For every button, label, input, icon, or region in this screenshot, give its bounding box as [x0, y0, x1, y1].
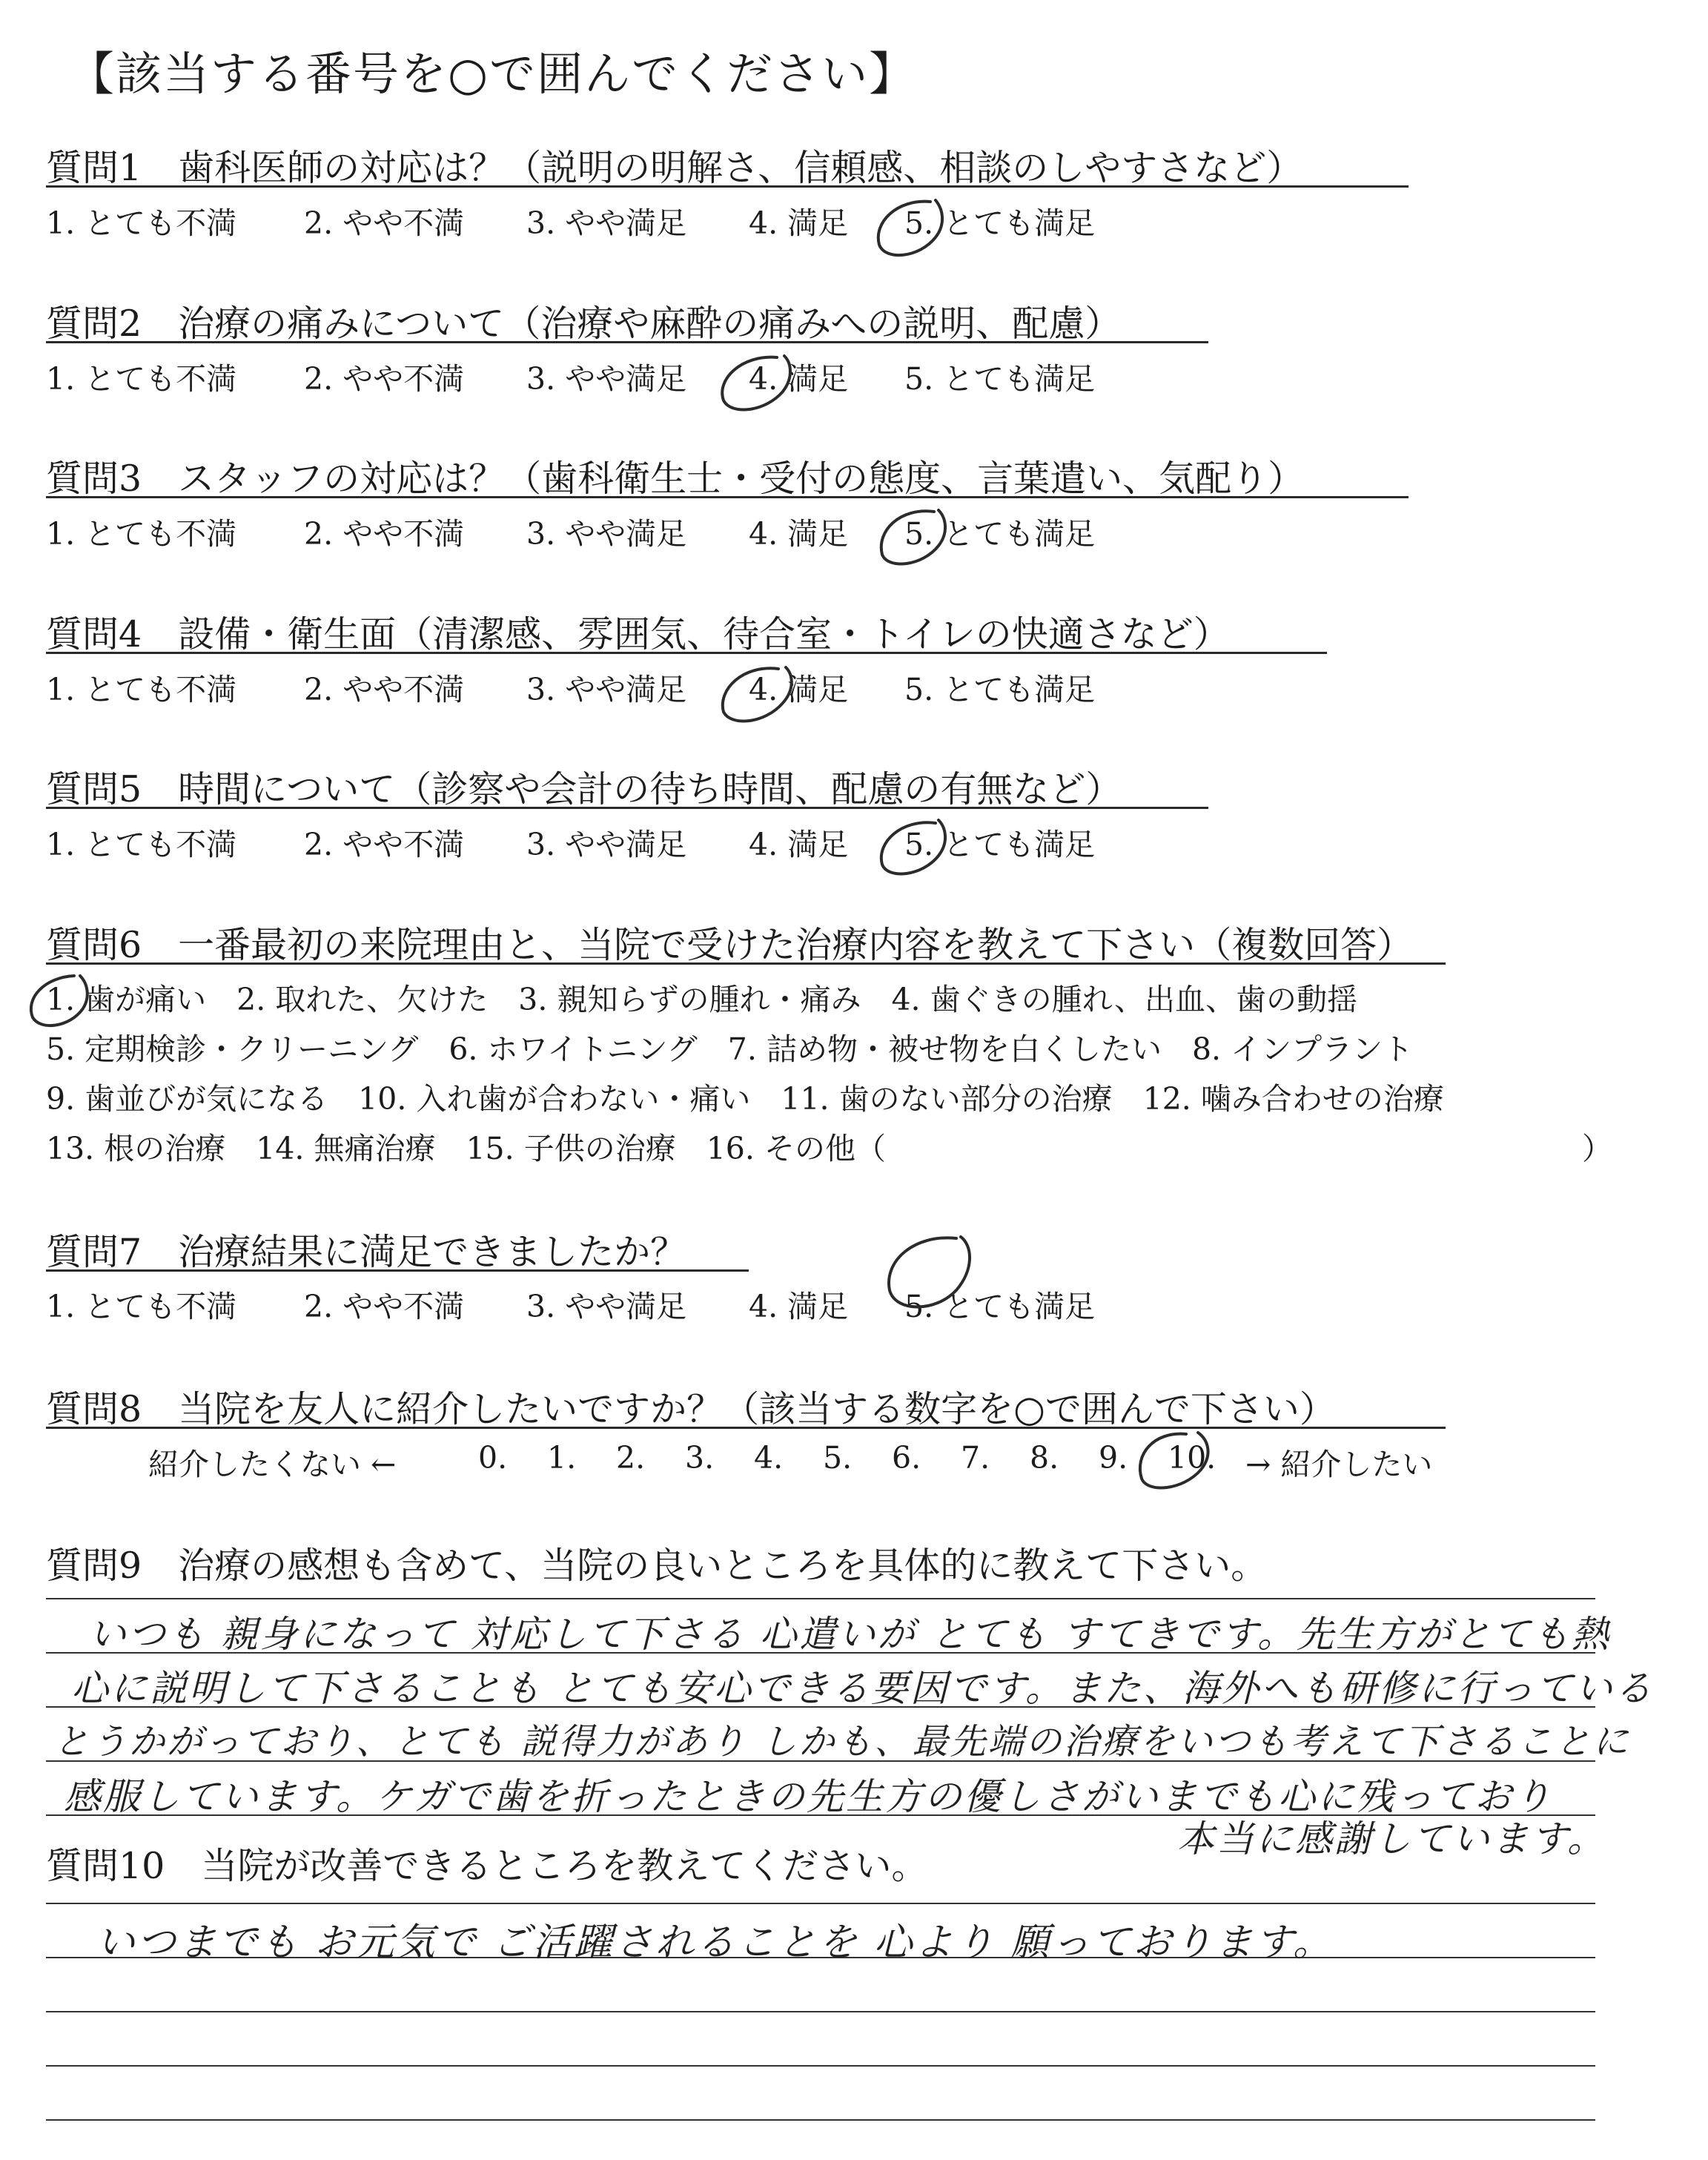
question-4-title: 質問4 設備・衛生面（清潔感、雰囲気、待合室・トイレの快適さなど） [46, 613, 1230, 655]
q6-options-line-3[interactable]: 9. 歯並びが気になる 10. 入れ歯が合わない・痛い 11. 歯のない部分の治療 12. 噛み合わせの治療 [46, 1081, 1444, 1117]
q4-selection-circle [723, 667, 792, 721]
q3-option-2[interactable]: 2. やや不満 [304, 516, 465, 552]
q8-number-0[interactable]: 0. [478, 1440, 508, 1476]
question-10-title: 質問10 当院が改善できるところを教えてください。 [46, 1845, 928, 1887]
q7-option-2[interactable]: 2. やや不満 [304, 1289, 465, 1324]
q5-option-4[interactable]: 4. 満足 [749, 827, 849, 862]
q9-answer-text-4[interactable]: 感服しています。ケガで歯を折ったときの先生方の優しさがいまでも心に残っており [64, 1775, 1553, 1818]
q8-right-label: → 紹介したい [1245, 1447, 1433, 1482]
q3-option-5[interactable]: 5. とても満足 [904, 516, 1096, 552]
q8-number-7[interactable]: 7. [961, 1440, 990, 1476]
q1-option-3[interactable]: 3. やや満足 [526, 205, 687, 241]
q5-option-3[interactable]: 3. やや満足 [526, 827, 687, 862]
question-5-title: 質問5 時間について（診察や会計の待ち時間、配慮の有無など） [46, 768, 1122, 810]
q6-options-line-2[interactable]: 5. 定期検診・クリーニング 6. ホワイトニング 7. 詰め物・被せ物を白くしたい 8. インプラント [46, 1031, 1414, 1067]
question-7-title: 質問7 治療結果に満足できましたか？ [46, 1231, 687, 1273]
q8-number-2[interactable]: 2. [616, 1440, 646, 1476]
q7-option-1[interactable]: 1. とても不満 [46, 1289, 237, 1324]
q3-option-1[interactable]: 1. とても不満 [46, 516, 237, 552]
q5-selection-circle [881, 820, 945, 874]
question-1-title: 質問1 歯科医師の対応は？（説明の明解さ、信頼感、相談のしやすさなど） [46, 147, 1303, 189]
q4-option-2[interactable]: 2. やや不満 [304, 672, 465, 707]
page-title: 【該当する番号を○で囲んでください】 [68, 47, 917, 101]
q1-option-2[interactable]: 2. やや不満 [304, 205, 465, 241]
q8-number-4[interactable]: 4. [754, 1440, 784, 1476]
q2-option-4[interactable]: 4. 満足 [749, 361, 849, 397]
q5-option-1[interactable]: 1. とても不満 [46, 827, 237, 862]
q1-option-1[interactable]: 1. とても不満 [46, 205, 237, 241]
q8-selection-circle [1140, 1433, 1208, 1488]
q4-option-4[interactable]: 4. 満足 [749, 672, 849, 707]
q3-option-3[interactable]: 3. やや満足 [526, 516, 687, 552]
question-8-title: 質問8 当院を友人に紹介したいですか？（該当する数字を○で囲んで下さい） [46, 1388, 1336, 1430]
q9-answer-text-1[interactable]: いつも 親身になって 対応して下さる 心遣いが とても すてきです。先生方がとても熱 [89, 1613, 1611, 1656]
q4-option-5[interactable]: 5. とても満足 [904, 672, 1096, 707]
q9-answer-text-2[interactable]: 心に説明して下さることも とても安心できる要因です。また、海外へも研修に行っている [71, 1667, 1654, 1710]
q3-option-4[interactable]: 4. 満足 [749, 516, 849, 552]
q8-left-label: 紹介したくない ← [148, 1447, 397, 1482]
q4-option-1[interactable]: 1. とても不満 [46, 672, 237, 707]
q7-option-5[interactable]: 5. とても満足 [904, 1289, 1096, 1324]
q9-answer-text-5[interactable]: 本当に感謝しています。 [1177, 1817, 1606, 1860]
question-9-title: 質問9 治療の感想も含めて、当院の良いところを具体的に教えて下さい。 [46, 1545, 1268, 1587]
q3-selection-circle [881, 510, 945, 564]
question-3-title: 質問3 スタッフの対応は？（歯科衛生士・受付の態度、言葉遣い、気配り） [46, 458, 1305, 500]
q2-option-2[interactable]: 2. やや不満 [304, 361, 465, 397]
q5-option-2[interactable]: 2. やや不満 [304, 827, 465, 862]
q6-selection-circle [31, 976, 87, 1025]
q6-close-paren: ） [1582, 1131, 1612, 1166]
q6-options-line-1[interactable]: 1. 歯が痛い 2. 取れた、欠けた 3. 親知らずの腫れ・痛み 4. 歯ぐきの腫れ、出血、歯の動揺 [46, 982, 1358, 1017]
q2-option-5[interactable]: 5. とても満足 [904, 361, 1096, 397]
q8-number-9[interactable]: 9. [1099, 1440, 1128, 1476]
q7-selection-circle [889, 1237, 970, 1307]
q7-option-3[interactable]: 3. やや満足 [526, 1289, 687, 1324]
q1-option-4[interactable]: 4. 満足 [749, 205, 849, 241]
q8-number-5[interactable]: 5. [823, 1440, 853, 1476]
q6-options-line-4[interactable]: 13. 根の治療 14. 無痛治療 15. 子供の治療 16. その他（ [46, 1131, 886, 1166]
q2-selection-circle [722, 356, 790, 410]
q8-number-1[interactable]: 1. [547, 1440, 577, 1476]
q8-number-6[interactable]: 6. [892, 1440, 921, 1476]
q8-number-8[interactable]: 8. [1030, 1440, 1059, 1476]
q7-option-4[interactable]: 4. 満足 [749, 1289, 849, 1324]
q1-selection-circle [878, 200, 942, 255]
q2-option-3[interactable]: 3. やや満足 [526, 361, 687, 397]
q5-option-5[interactable]: 5. とても満足 [904, 827, 1096, 862]
question-6-title: 質問6 一番最初の来院理由と、当院で受けた治療内容を教えて下さい（複数回答） [46, 924, 1414, 966]
q1-option-5[interactable]: 5. とても満足 [904, 205, 1096, 241]
question-2-title: 質問2 治療の痛みについて（治療や麻酔の痛みへの説明、配慮） [46, 303, 1122, 345]
q10-answer-text-1[interactable]: いつまでも お元気で ご活躍されることを 心より 願っております。 [96, 1920, 1334, 1965]
q2-option-1[interactable]: 1. とても不満 [46, 361, 237, 397]
q4-option-3[interactable]: 3. やや満足 [526, 672, 687, 707]
q9-answer-text-3[interactable]: とうかがっており、とても 説得力があり しかも、最先端の治療をいつも考えて下さることに [53, 1721, 1631, 1763]
q8-number-10[interactable]: 10. [1168, 1440, 1217, 1476]
q8-number-3[interactable]: 3. [685, 1440, 715, 1476]
